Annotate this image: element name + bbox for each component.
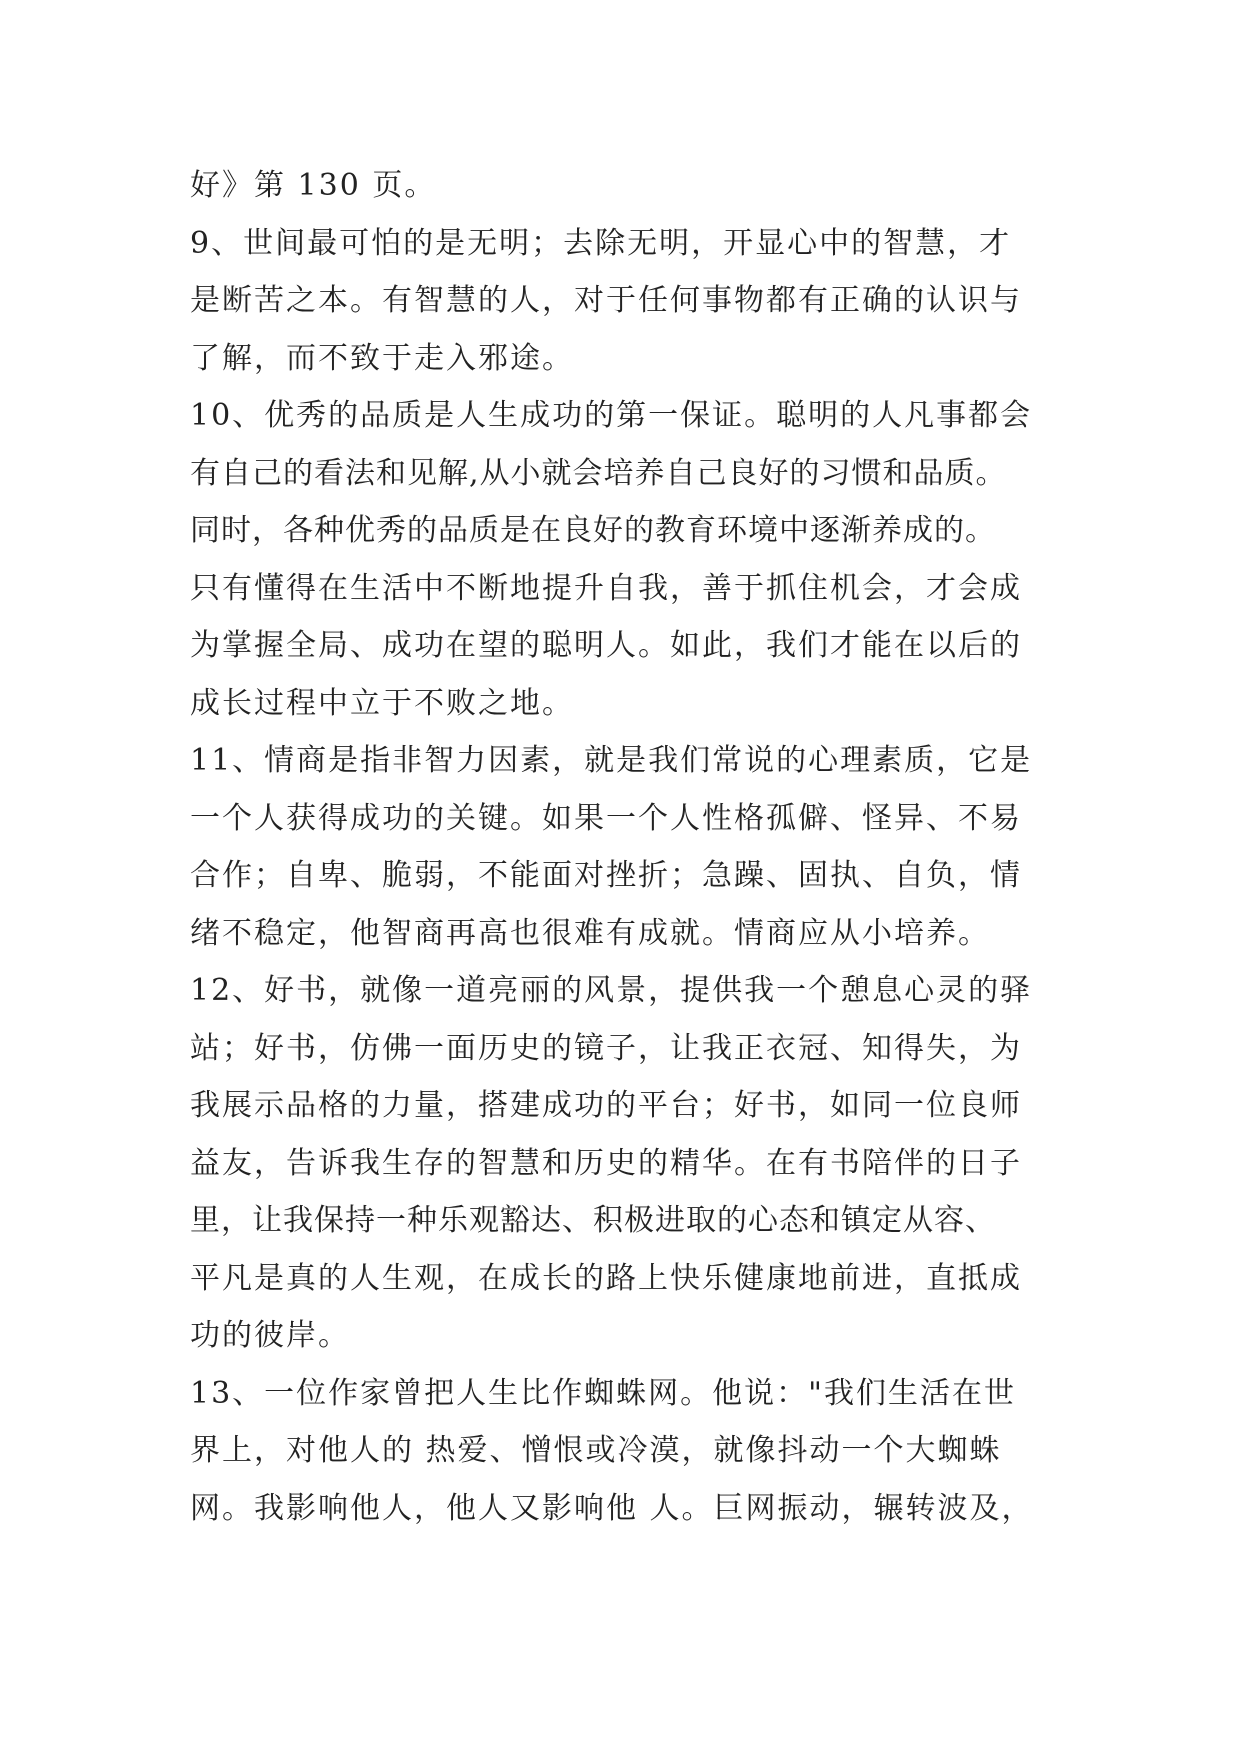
text-line: 平凡是真的人生观，在成长的路上快乐健康地前进，直抵成 [190, 1260, 1022, 1296]
text-line: 有自己的看法和见解,从小就会培养自己良好的习惯和品质。 [190, 455, 1007, 491]
text-line: 10、优秀的品质是人生成功的第一保证。聪明的人凡事都会 [190, 398, 1033, 433]
text-line: 12、好书，就像一道亮丽的风景，提供我一个憩息心灵的驿 [190, 973, 1033, 1008]
text-line: 益友，告诉我生存的智慧和历史的精华。在有书陪伴的日子 [190, 1145, 1022, 1181]
text-line: 是断苦之本。有智慧的人，对于任何事物都有正确的认识与 [190, 283, 1022, 318]
text-line: 9、世间最可怕的是无明；去除无明，开显心中的智慧，才 [190, 225, 1012, 261]
text-line: 13、一位作家曾把人生比作蜘蛛网。他说："我们生活在世 [190, 1375, 1016, 1411]
text-line: 界上，对他人的 热爱、憎恨或冷漠，就像抖动一个大蜘蛛 [190, 1433, 1002, 1468]
text-line: 同时，各种优秀的品质是在良好的教育环境中逐渐养成的。 [190, 513, 996, 548]
text-line: 站；好书，仿佛一面历史的镜子，让我正衣冠、知得失，为 [190, 1030, 1022, 1066]
text-line: 好》第 130 页。 [190, 168, 437, 203]
text-line: 里，让我保持一种乐观豁达、积极进取的心态和镇定从容、 [190, 1203, 996, 1238]
text-line: 只有懂得在生活中不断地提升自我，善于抓住机会，才会成 [190, 570, 1022, 606]
text-line: 合作；自卑、脆弱，不能面对挫折；急躁、固执、自负，情 [190, 858, 1022, 893]
text-line: 功的彼岸。 [190, 1318, 350, 1353]
text-line: 成长过程中立于不败之地。 [190, 685, 574, 721]
text-line: 网。我影响他人，他人又影响他 人。巨网振动，辗转波及， [190, 1490, 1034, 1526]
text-line: 绪不稳定，他智商再高也很难有成就。情商应从小培养。 [190, 915, 990, 951]
text-line: 我展示品格的力量，搭建成功的平台；好书，如同一位良师 [190, 1088, 1022, 1123]
text-line: 一个人获得成功的关键。如果一个人性格孤僻、怪异、不易 [190, 800, 1022, 836]
body-text [190, 157, 1070, 1537]
text-line: 为掌握全局、成功在望的聪明人。如此，我们才能在以后的 [190, 628, 1022, 663]
text-line: 11、情商是指非智力因素，就是我们常说的心理素质，它是 [190, 743, 1033, 778]
text-line: 了解，而不致于走入邪途。 [190, 340, 574, 376]
